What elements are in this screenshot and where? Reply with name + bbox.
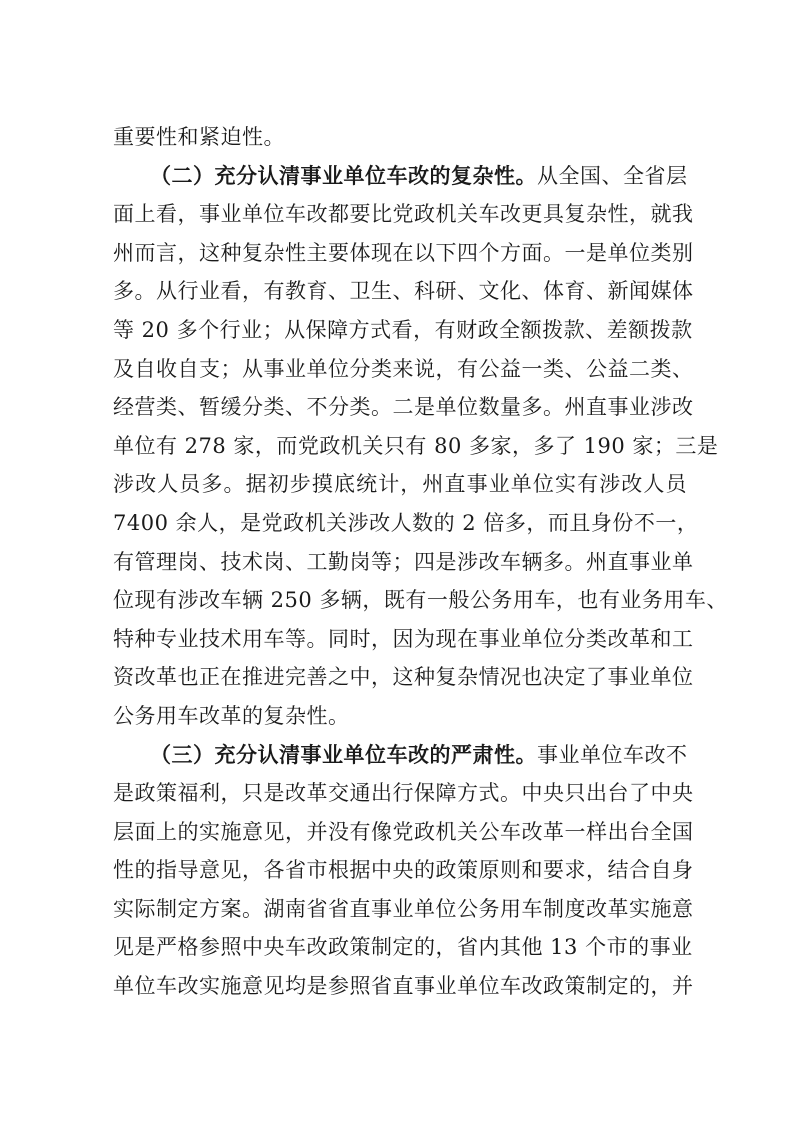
paragraph-3 [113,736,694,1006]
text-line: 7400 余人，是党政机关涉改人数的 2 倍多，而且身份不一， [113,510,699,535]
text-line: 实际制定方案。湖南省省直事业单位公务用车制度改革实施意 [113,896,694,921]
text-line: 涉改人员多。据初步摸底统计，州直事业单位实有涉改人员 [113,472,687,497]
text-line: 经营类、暂缓分类、不分类。二是单位数量多。州直事业涉改 [113,395,694,420]
text-line: 见是严格参照中央车改政策制定的，省内其他 13 个市的事业 [113,935,693,960]
text-line: 特种专业技术用车等。同时，因为现在事业单位分类改革和工 [113,626,694,651]
text-line: 重要性和紧迫性。 [113,125,285,149]
text-span: 从全国、全省层 [537,163,688,188]
text-line: 及自收自支；从事业单位分类来说，有公益一类、公益二类、 [113,356,694,381]
document-body [113,118,728,1006]
text-line [113,736,687,775]
text-line: 多。从行业看，有教育、卫生、科研、文化、体育、新闻媒体 [113,279,694,304]
text-line: 面上看，事业单位车改都要比党政机关车改更具复杂性，就我 [113,202,694,227]
text-line: 资改革也正在推进完善之中，这种复杂情况也决定了事业单位 [113,665,694,690]
text-line: 有管理岗、技术岗、工勤岗等；四是涉改车辆多。州直事业单 [113,549,694,574]
section-heading: （三）充分认清事业单位车改的严肃性。 [150,741,537,767]
text-line: 公务用车改革的复杂性。 [113,703,350,728]
text-span: 事业单位车改不 [537,742,688,767]
text-line: 单位有 278 家，而党政机关只有 80 多家，多了 190 家；三是 [113,433,719,458]
text-line: 等 20 多个行业；从保障方式看，有财政全额拨款、差额拨款 [113,317,693,342]
text-line [113,157,687,196]
paragraph-2 [113,157,728,736]
paragraph-1 [113,118,687,157]
text-line: 单位车改实施意见均是参照省直事业单位车改政策制定的，并 [113,974,694,999]
section-heading: （二）充分认清事业单位车改的复杂性。 [150,162,537,188]
text-line: 位现有涉改车辆 250 多辆，既有一般公务用车，也有业务用车、 [113,588,728,613]
text-line: 层面上的实施意见，并没有像党政机关公车改革一样出台全国 [113,819,694,844]
text-line: 是政策福利，只是改革交通出行保障方式。中央只出台了中央 [113,781,694,806]
text-line: 州而言，这种复杂性主要体现在以下四个方面。一是单位类别 [113,240,694,265]
text-line: 性的指导意见，各省市根据中央的政策原则和要求，结合自身 [113,858,694,883]
